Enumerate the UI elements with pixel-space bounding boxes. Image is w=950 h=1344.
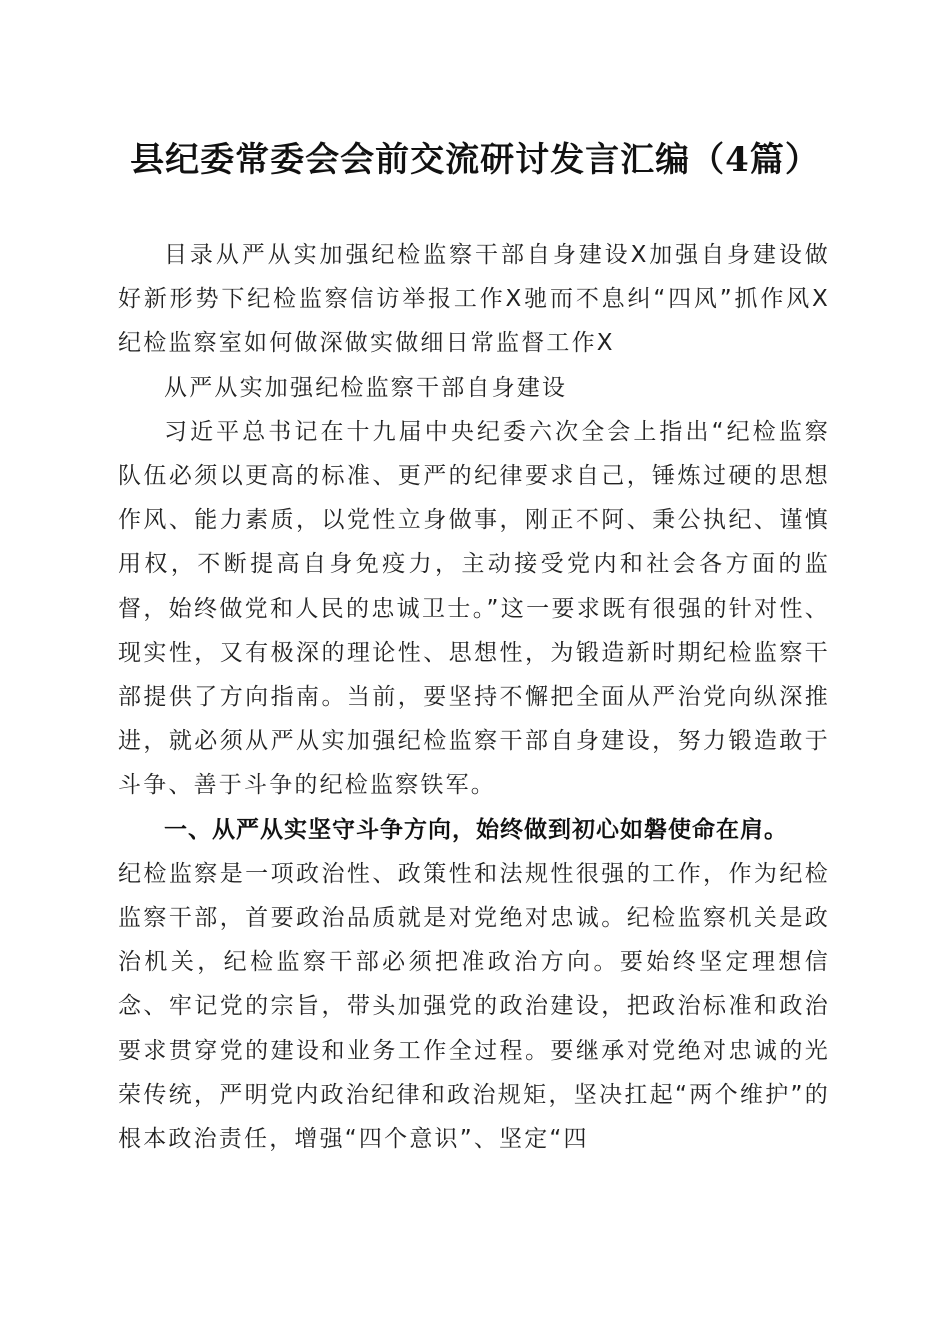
paragraph-intro: 习近平总书记在十九届中央纪委六次全会上指出“纪检监察队伍必须以更高的标准、更严的纪律要求自己，锤炼过硬的思想作风、能力素质，以党性立身做事，刚正不阿、秉公执纪、谨慎用权，不断提高自身免疫力，主动接受党内和社会各方面的监督，始终做党和人民的忠诚卫士。”这一要求既有很强的针对性、现实性，又有极深的理论性、思想性，为锻造新时期纪检监察干部提供了方向指南。当前，要坚持不懈把全面从严治党向纵深推进，就必须从严从实加强纪检监察干部自身建设，努力锻造敢于斗争、善于斗争的纪检监察铁军。 <box>118 418 830 799</box>
section-heading: 一、从严从实坚守斗争方向，始终做到初心如磐使命在肩。 <box>164 816 788 843</box>
paragraph-section-1: 纪检监察是一项政治性、政策性和法规性很强的工作，作为纪检监察干部，首要政治品质就是对党绝对忠诚。纪检监察机关是政治机关，纪检监察干部必须把准政治方向。要始终坚定理想信念、牢记党的宗旨，带头加强党的政治建设，把政治标准和政治要求贯穿党的建设和业务工作全过程。要继承对党绝对忠诚的光荣传统，严明党内政治纪律和政治规矩，坚决扛起“两个维护”的根本政治责任，增强“四个意识”、坚定“四 <box>118 860 830 1153</box>
article-title: 从严从实加强纪检监察干部自身建设 <box>164 374 568 401</box>
document-title: 县纪委常委会会前交流研讨发言汇编（4篇） <box>130 140 820 180</box>
document-body <box>118 233 830 1161</box>
table-of-contents: 目录从严从实加强纪检监察干部自身建设X加强自身建设做好新形势下纪检监察信访举报工作X驰而不息纠“四风”抓作风X纪检监察室如何做深做实做细日常监督工作X <box>118 242 830 357</box>
